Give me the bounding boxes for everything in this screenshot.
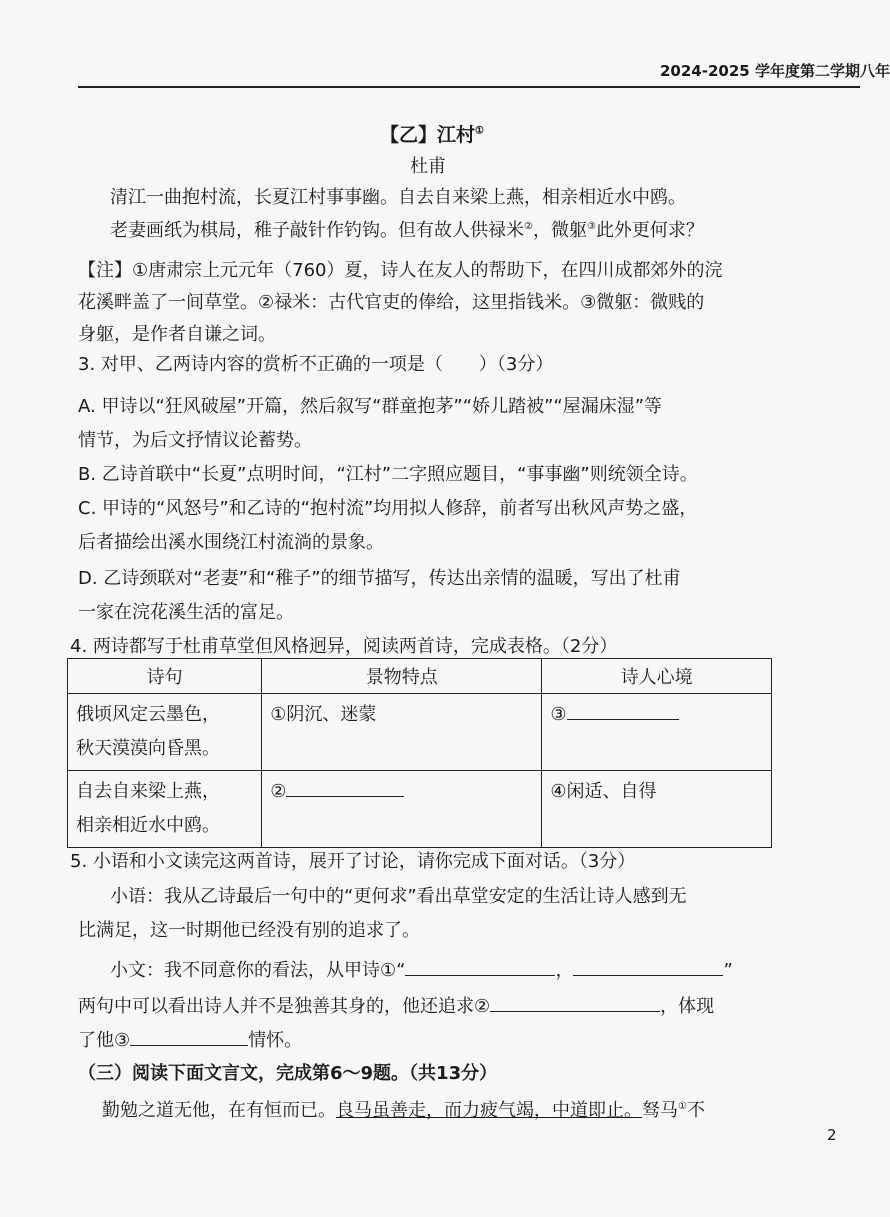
- q4-header-row: [68, 659, 772, 694]
- page-number: 2: [827, 1126, 837, 1144]
- answer-blank-2[interactable]: [286, 782, 404, 797]
- q4-header-scene: 景物特点: [262, 659, 542, 694]
- q4-header-poem: 诗句: [68, 659, 262, 694]
- classical-part-3: 驽马: [642, 1100, 678, 1121]
- q3-option-c-line-1: C. 甲诗的“风怒号”和乙诗的“抱村流”均用拟人修辞，前者写出秋风声势之盛，: [78, 498, 698, 519]
- q4-row1-poem-line-1: 俄顷风定云墨色，: [76, 704, 220, 725]
- q4-row2-mood: ④闲适、自得: [542, 771, 772, 848]
- q5-xiaowen-line-1-a: 小文：我不同意你的看法，从甲诗①“: [110, 960, 406, 981]
- notes-line-1: 【注】①唐肃宗上元元年（760）夏，诗人在友人的帮助下，在四川成都郊外的浣: [78, 260, 723, 281]
- header-rule: [78, 86, 860, 88]
- q3-option-c-line-2: 后者描绘出溪水围绕江村流淌的景象。: [78, 532, 384, 553]
- q3-option-a-line-1: A. 甲诗以“狂风破屋”开篇，然后叙写“群童抱茅”“娇儿踏被”“屋漏床湿”等: [78, 396, 663, 417]
- q4-row1-mood: [542, 694, 772, 771]
- q5-xiaowen-line-2-a: 两句中可以看出诗人并不是独善其身的，他还追求②: [78, 996, 491, 1017]
- answer-blank-q5-1a[interactable]: [405, 961, 555, 976]
- poem-title-text: 【乙】江村: [380, 124, 476, 146]
- q5-stem: 5. 小语和小文读完这两首诗，展开了讨论，请你完成下面对话。（3分）: [70, 851, 636, 872]
- q5-xiaoyu-line-2: 比满足，这一时期他已经没有别的追求了。: [78, 920, 420, 941]
- notes-line-2: 花溪畔盖了一间草堂。②禄米：古代官吏的俸给，这里指钱米。③微躯：微贱的: [78, 292, 705, 313]
- q3-option-a-line-2: 情节，为后文抒情议论蓄势。: [78, 430, 312, 451]
- q4-row1-poem-line-2: 秋天漠漠向昏黑。: [76, 738, 220, 759]
- poem-note-3: ③: [586, 221, 596, 232]
- q4-row1-poem: [68, 694, 262, 771]
- poem-line-2-c: 此外更何求？: [595, 220, 704, 241]
- answer-blank-q5-3[interactable]: [130, 1031, 248, 1046]
- poem-line-1: 清江一曲抱村流，长夏江村事事幽。自去自来梁上燕，相亲相近水中鸥。: [110, 187, 686, 208]
- classical-note-1: ①: [678, 1101, 687, 1112]
- q5-xiaowen-line-3: [78, 1026, 302, 1052]
- answer-blank-q5-1b[interactable]: [573, 961, 723, 976]
- q5-xiaowen-line-1: [110, 956, 733, 982]
- poem-line-2-a: 老妻画纸为棋局，稚子敲针作钓钩。但有故人供禄米: [110, 220, 524, 241]
- q4-row2-poem: [68, 771, 262, 848]
- notes-line-3: 身躯，是作者自谦之词。: [78, 324, 276, 345]
- q4-row1-scene: ①阴沉、迷蒙: [262, 694, 542, 771]
- q5-xiaowen-line-2-b: ，体现: [660, 996, 715, 1017]
- answer-blank-3[interactable]: [567, 705, 679, 720]
- exam-header-title: 2024-2025 学年度第二学期八年: [660, 62, 890, 80]
- q4-header-mood: 诗人心境: [542, 659, 772, 694]
- q4-row2-scene: [262, 771, 542, 848]
- classical-text-line-1: [102, 1096, 705, 1122]
- poem-title-note: ①: [475, 125, 484, 137]
- poem-line-2-b: ，微躯: [532, 220, 587, 241]
- q4-row2-poem-line-2: 相亲相近水中鸥。: [76, 815, 220, 836]
- q4-row2-scene-label: ②: [270, 781, 287, 802]
- q5-xiaowen-line-2: [78, 992, 714, 1018]
- section-3-title: （三）阅读下面文言文，完成第6～9题。（共13分）: [78, 1063, 498, 1084]
- classical-part-1: 勤勉之道无他，在有恒而已。: [102, 1100, 336, 1121]
- q4-row2-poem-line-1: 自去自来梁上燕，: [76, 781, 220, 802]
- table-row: [68, 771, 772, 848]
- table-row: [68, 694, 772, 771]
- poem-title: [380, 120, 484, 147]
- classical-underlined-sentence: 良马虽善走，而力疲气竭，中道即止。: [336, 1100, 642, 1121]
- q3-option-d-line-2: 一家在浣花溪生活的富足。: [78, 602, 294, 623]
- q3-option-d-line-1: D. 乙诗颈联对“老妻”和“稚子”的细节描写，传达出亲情的温暖，写出了杜甫: [78, 568, 681, 589]
- q3-option-b: B. 乙诗首联中“长夏”点明时间，“江村”二字照应题目，“事事幽”则统领全诗。: [78, 464, 698, 485]
- answer-blank-q5-2[interactable]: [490, 997, 660, 1012]
- q4-row1-mood-label: ③: [550, 704, 567, 725]
- q5-xiaowen-line-3-b: 情怀。: [248, 1030, 303, 1051]
- classical-part-4: 不: [686, 1100, 705, 1121]
- poem-note-2: ②: [524, 221, 533, 232]
- q4-stem: 4. 两诗都写于杜甫草堂但风格迥异，阅读两首诗，完成表格。（2分）: [70, 636, 618, 657]
- q3-stem: 3. 对甲、乙两诗内容的赏析不正确的一项是（ ）（3分）: [78, 354, 554, 375]
- q5-xiaowen-line-3-a: 了他③: [78, 1030, 131, 1051]
- q4-table: [67, 658, 772, 848]
- q5-xiaoyu-line-1: 小语：我从乙诗最后一句中的“更何求”看出草堂安定的生活让诗人感到无: [110, 886, 687, 907]
- q5-xiaowen-line-1-c: ”: [723, 960, 733, 981]
- poem-author: 杜甫: [410, 156, 446, 177]
- poem-line-2: [110, 216, 704, 242]
- q5-xiaowen-line-1-b: ，: [555, 960, 574, 981]
